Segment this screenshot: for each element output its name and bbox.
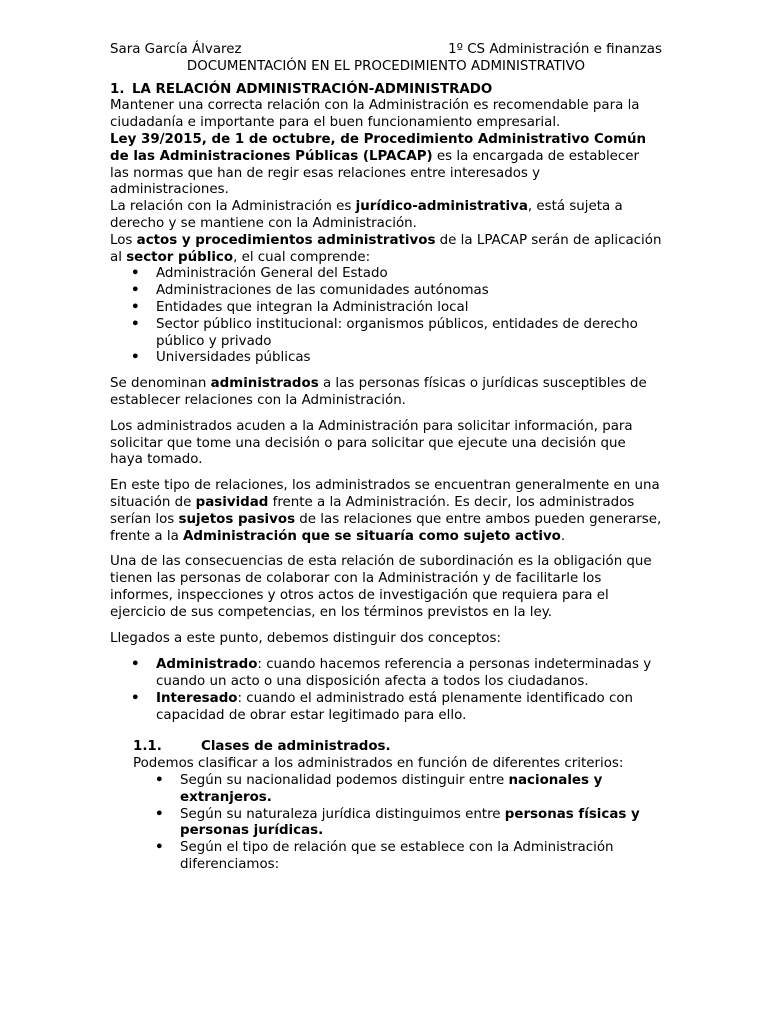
list-item: • Administración General del Estado	[110, 266, 662, 283]
list-item: • Entidades que integran la Administración local	[110, 300, 662, 317]
criteria-list	[110, 773, 662, 874]
list-item: • Administrado: cuando hacemos referencia a personas indeterminadas y cuando un acto o una disposición afecta a todos los ciudadanos.	[110, 657, 662, 691]
list-item: • Interesado: cuando el administrado está plenamente identificado con capacidad de obrar estar legitimado para ello.	[110, 691, 662, 725]
subsection-title: Clases de administrados.	[201, 739, 391, 755]
section-number: 1.	[110, 81, 125, 97]
list-item: • Universidades públicas	[110, 350, 662, 367]
paragraph-criteria-intro: Podemos clasificar a los administrados en función de diferentes criterios:	[133, 756, 624, 772]
section-heading-1	[110, 82, 662, 99]
list-item: • Sector público institucional: organismos públicos, entidades de derecho público y privado	[110, 317, 662, 351]
subsection-number: 1.1.	[133, 739, 162, 755]
list-item: • Según su nacionalidad podemos distinguir entre nacionales y extranjeros.	[110, 773, 662, 807]
paragraph-passivity: En este tipo de relaciones, los administrados se encuentran generalmente en una situación de pasividad frente a la Administración. Es decir, los administrados serían los sujetos pasivos de las relaciones que entre ambos pueden generarse, frente a la Administración que se situaría como sujeto activo.	[110, 478, 662, 544]
paragraph-purposes: Los administrados acuden a la Administración para solicitar información, para solicitar que tome una decisión o para solicitar que ejecute una decisión que haya tomado.	[110, 418, 633, 468]
course-name: 1º CS Administración e finanzas	[448, 42, 662, 57]
paragraph-administrados: Se denominan administrados a las personas físicas o jurídicas susceptibles de establecer relaciones con la Administración.	[110, 376, 647, 408]
list-item: • Administraciones de las comunidades autónomas	[110, 283, 662, 300]
law-name: Ley 39/2015, de 1 de octubre, de Procedimiento Administrativo Común de las Administraciones Públicas (LPACAP)	[110, 131, 647, 164]
list-item: • Según el tipo de relación que se establece con la Administración diferenciamos:	[110, 840, 662, 874]
section-title: LA RELACIÓN ADMINISTRACIÓN-ADMINISTRADO	[132, 81, 493, 97]
concepts-list	[110, 657, 662, 724]
paragraph-concepts-intro: Llegados a este punto, debemos distinguir dos conceptos:	[110, 630, 501, 646]
subsection-heading	[110, 739, 662, 756]
paragraph-obligation: Una de las consecuencias de esta relación de subordinación es la obligación que tienen las personas de colaborar con la Administración y de facilitarle los informes, inspecciones y otros actos de investigación que requiera para el ejercicio de sus competencias, en los términos previstos en la ley.	[110, 554, 652, 620]
paragraph-relation: La relación con la Administración es jurídico-administrativa, está sujeta a derecho y se mantiene con la Administración.	[110, 199, 623, 231]
page-header	[110, 42, 662, 59]
author-name: Sara García Álvarez	[110, 42, 242, 57]
list-item: • Según su naturaleza jurídica distinguimos entre personas físicas y personas jurídicas.	[110, 807, 662, 841]
paragraph-intro: Mantener una correcta relación con la Administración es recomendable para la ciudadanía e importante para el buen funcionamiento empresarial.	[110, 98, 640, 131]
sector-list	[110, 266, 662, 367]
document-title: DOCUMENTACIÓN EN EL PROCEDIMIENTO ADMINISTRATIVO	[186, 58, 586, 74]
document-body	[110, 42, 662, 874]
paragraph-scope: Los actos y procedimientos administrativos de la LPACAP serán de aplicación al sector público, el cual comprende:	[110, 232, 662, 265]
paragraph-law: Ley 39/2015, de 1 de octubre, de Procedimiento Administrativo Común de las Administraciones Públicas (LPACAP) es la encargada de establecer las normas que han de regir esas relaciones entre interesados y administraciones.	[110, 131, 647, 198]
